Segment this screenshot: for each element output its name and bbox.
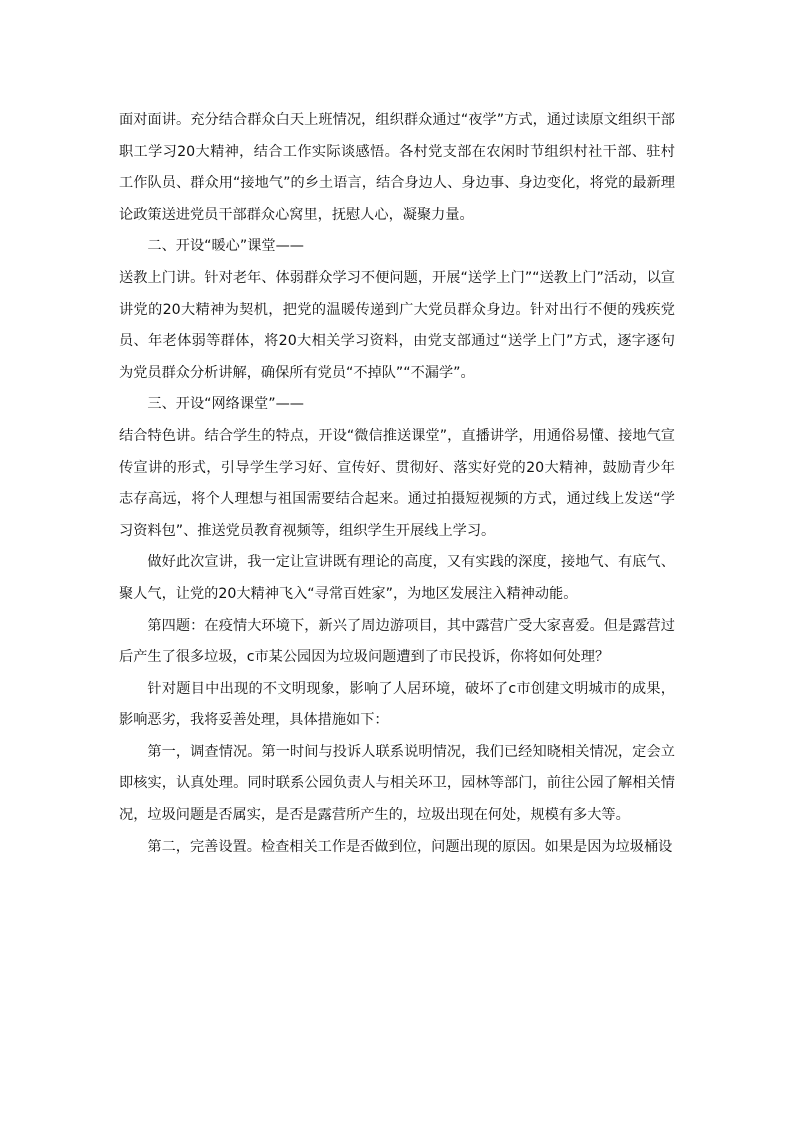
paragraph-door-to-door: 送教上门讲。针对老年、体弱群众学习不便问题，开展“送学上门”“送教上门”活动，以宣讲党的20大精神为契机，把党的温暖传递到广大党员群众身边。针对出行不便的残疾党员、年老体弱等群体，将20大相关学习资料，由党支部通过“送学上门”方式，逐字逐句为党员群众分析讲解，确保所有党员“不掉队”“不漏学”。 <box>119 269 675 381</box>
paragraph-step-one: 第一，调查情况。第一时间与投诉人联系说明情况，我们已经知晓相关情况，定会立即核实，认真处理。同时联系公园负责人与相关环卫，园林等部门，前往公园了解相关情况，垃圾问题是否属实，是否是露营所产生的，垃圾出现在何处，规模有多大等。 <box>119 743 675 824</box>
paragraph-response-intro: 针对题目中出现的不文明现象，影响了人居环境，破坏了c市创建文明城市的成果，影响恶劣，我将妥善处理，具体措施如下： <box>119 680 675 729</box>
paragraph-conclusion: 做好此次宣讲，我一定让宣讲既有理论的高度，又有实践的深度，接地气、有底气、聚人气，让党的20大精神飞入“寻常百姓家”，为地区发展注入精神动能。 <box>119 554 675 602</box>
heading-online-classroom: 三、开设“网络课堂”—— <box>147 396 304 413</box>
document-body <box>119 105 675 863</box>
paragraph-face-to-face: 面对面讲。充分结合群众白天上班情况，组织群众通过“夜学”方式，通过读原文组织干部职工学习20大精神，结合工作实际谈感悟。各村党支部在农闲时节组织村社干部、驻村工作队员、群众用“接地气”的乡土语言，结合身边人、身边事、身边变化，将党的最新理论政策送进党员干部群众心窝里，抚慰人心，凝聚力量。 <box>119 112 675 223</box>
paragraph-step-two: 第二，完善设置。检查相关工作是否做到位，问题出现的原因。如果是因为垃圾桶设 <box>147 838 673 855</box>
heading-warm-classroom: 二、开设“暖心”课堂—— <box>147 238 304 255</box>
paragraph-question-four: 第四题：在疫情大环境下，新兴了周边游项目，其中露营广受大家喜爱。但是露营过后产生了很多垃圾，c市某公园因为垃圾问题遭到了市民投诉，你将如何处理？ <box>119 617 675 666</box>
paragraph-student-features: 结合特色讲。结合学生的特点，开设“微信推送课堂”，直播讲学，用通俗易懂、接地气宣传宣讲的形式，引导学生学习好、宣传好、贯彻好、落实好党的20大精神，鼓励青少年志存高远，将个人理想与祖国需要结合起来。通过拍摄短视频的方式，通过线上发送“学习资料包”、推送党员教育视频等，组织学生开展线上学习。 <box>119 427 675 539</box>
